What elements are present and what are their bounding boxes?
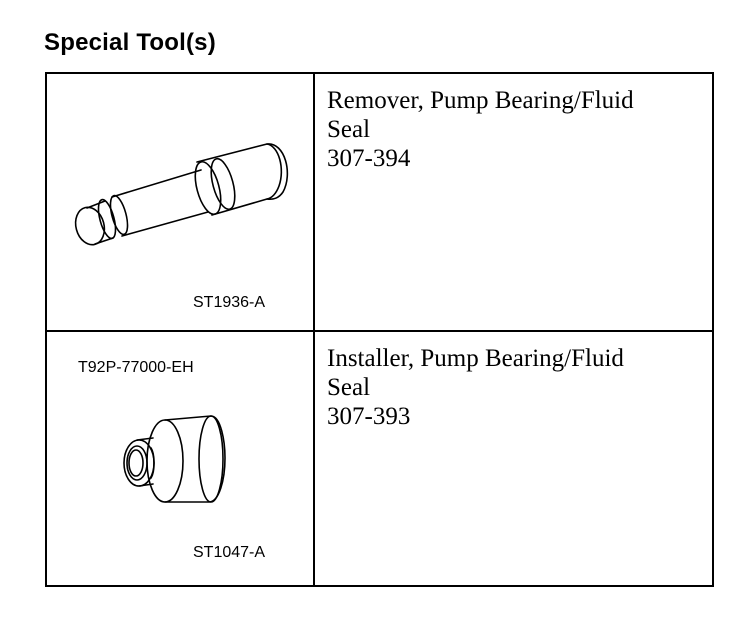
tool-part-number: 307-394	[327, 145, 411, 172]
table-row	[46, 73, 713, 331]
remover-tool-illustration	[47, 74, 315, 332]
tool-code-label: T92P-77000-EH	[78, 359, 194, 376]
tool-name-continued: Seal	[327, 374, 371, 401]
art-code-label: ST1047-A	[193, 544, 266, 561]
special-tools-table	[45, 72, 714, 587]
tool-illustration-cell	[46, 331, 314, 586]
installer-tool-illustration	[47, 332, 315, 587]
art-code-label: ST1936-A	[193, 294, 266, 311]
tool-description-cell	[314, 73, 713, 331]
tool-name-continued: Seal	[327, 116, 371, 143]
tool-name: Installer, Pump Bearing/Fluid	[327, 345, 624, 372]
tool-description-cell	[314, 331, 713, 586]
table-row	[46, 331, 713, 586]
tool-part-number: 307-393	[327, 403, 411, 430]
section-heading: Special Tool(s)	[44, 29, 216, 56]
tool-name: Remover, Pump Bearing/Fluid	[327, 87, 634, 114]
tool-illustration-cell	[46, 73, 314, 331]
